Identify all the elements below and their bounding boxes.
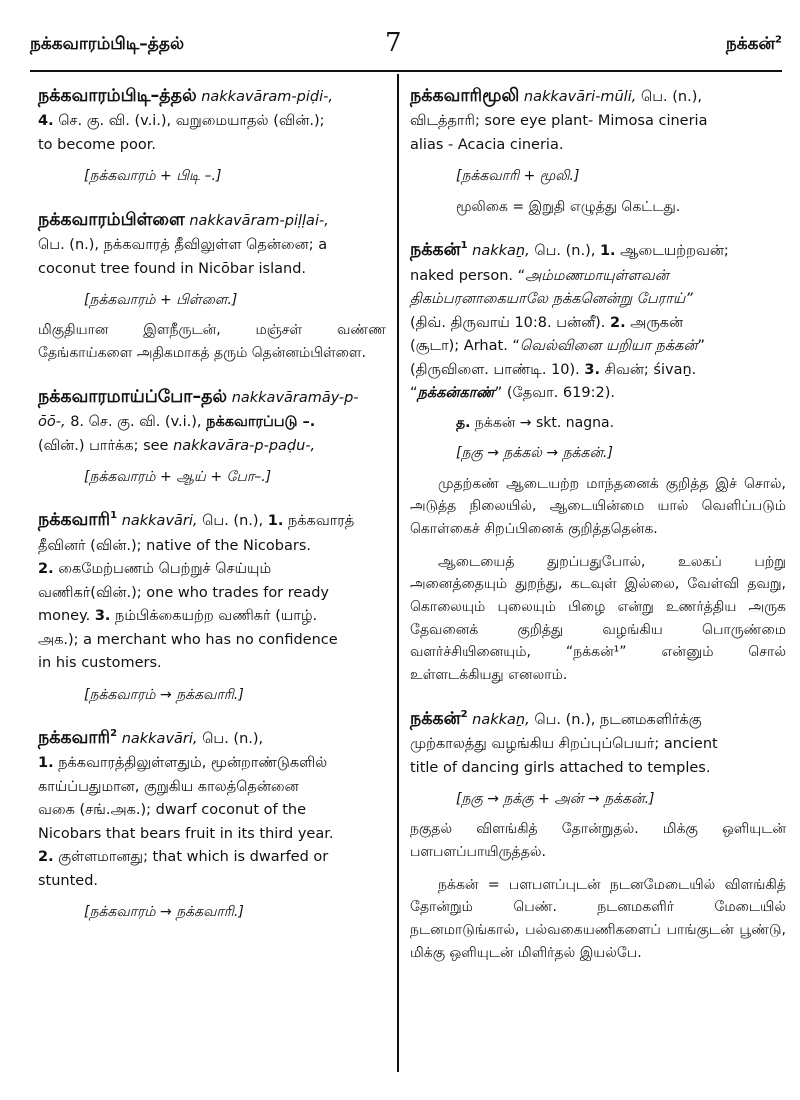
entry-nakkavari-muli <box>410 82 786 218</box>
entry-head-line <box>410 236 786 264</box>
citation: ” (தேவா. 619:2). <box>494 385 615 402</box>
transliteration: nakkaṉ, <box>472 711 530 728</box>
entry-head-line <box>38 506 386 534</box>
definition-text: நம்பிக்கையற்ற வணிகர் (யாழ். <box>110 608 318 625</box>
definition-text: அருகன் <box>625 314 684 331</box>
definition-text: 8. செ. கு. வி. (v.i.), <box>65 414 207 431</box>
part-of-speech: பெ. (n.), <box>529 243 600 260</box>
homonym-number: 2 <box>110 728 118 740</box>
definition-text: செ. கு. வி. (v.i.), வறுமையாதல் (வின்.); <box>53 113 325 130</box>
part-of-speech: பெ. (n.), <box>197 731 264 748</box>
cognate-line <box>456 412 786 435</box>
definition-line <box>38 752 386 775</box>
definition-text: பெ. (n.), நடனமகளிர்க்கு <box>529 711 702 728</box>
sense-number: 2. <box>38 849 54 866</box>
definition-line: வணிகர்(வின்.); one who trades for ready <box>38 584 329 601</box>
etymology: [நக்கவாரம் + ஆய் + போ–.] <box>84 469 272 486</box>
quotation-line: திகம்பரனாகையாலே நக்கனென்று பேராய்” <box>410 291 693 308</box>
headword-text: நக்கன் <box>410 240 461 261</box>
definition-text: (சூடா); Arhat. “ <box>410 338 520 355</box>
definition-text: நக்கவாரத் <box>283 513 355 530</box>
header-guide-word-left: நக்கவாரம்பிடி–த்தல் <box>30 34 185 54</box>
definition-text: naked person. “ <box>410 267 526 284</box>
etymology: [நக்கவாரம் + பிள்ளை.] <box>84 292 238 309</box>
explanatory-note: நகுதல் விளங்கித் தோன்றுதல். மிக்கு ஒளியுடன் பளபளப்பாயிருத்தல். <box>410 821 786 861</box>
homonym-number: 1 <box>110 510 118 522</box>
quotation: வெல்வினை யறியா நக்கன் <box>519 338 698 355</box>
definition-line <box>38 605 386 628</box>
column-divider <box>397 74 399 1072</box>
definition-line: title of dancing girls attached to temples. <box>410 759 711 776</box>
transliteration: nakkavāram-piḍi-, <box>201 89 333 105</box>
etymology: [நக்கவாரம் → நக்கவாரி.] <box>84 904 244 921</box>
paragraph-gap <box>410 864 786 874</box>
transliteration: nakkavāramāy-p- <box>231 389 359 406</box>
quotation: அம்மணமாயுள்ளவன் <box>525 267 669 284</box>
right-column <box>410 82 786 982</box>
header-right-word: நக்கன் <box>725 34 776 54</box>
transliteration-cont: ōō-, <box>38 414 66 431</box>
part-of-speech: பெ. (n.), <box>197 513 268 530</box>
headword <box>410 240 468 260</box>
definition-line: பெ. (n.), நக்கவாரத் தீவிலுள்ள தென்னை; a <box>38 237 328 254</box>
definition-line <box>410 382 786 405</box>
definition-text: (வின்.) பார்க்க; see <box>38 437 174 454</box>
left-column <box>38 82 386 942</box>
sense-number: 2. <box>610 314 626 331</box>
entry-head-line <box>38 82 386 110</box>
etymology: [நக்கவாரி + மூலி.] <box>456 168 580 185</box>
definition-line <box>410 265 786 288</box>
quote-mark: ” <box>697 338 705 355</box>
definition-line <box>38 435 386 458</box>
definition-text: குள்ளமானது; that which is dwarfed or <box>53 849 329 866</box>
definition-line <box>410 312 786 335</box>
citation: (திருவிளை. பாண்டி. 10). <box>410 361 585 378</box>
definition-line: in his customers. <box>38 655 162 672</box>
sense-number: 1. <box>599 243 616 260</box>
definition-line: காய்ப்பதுமான, குறுகிய காலத்தென்னை <box>38 778 299 795</box>
headword: நக்கவாரம்பிள்ளை <box>38 209 185 230</box>
transliteration: nakkaṉ, <box>472 243 530 260</box>
entry-head-line <box>38 206 386 234</box>
etymology: [நக்கவாரம் + பிடி –.] <box>84 168 222 185</box>
headword-text: நக்கவாரி <box>38 510 111 531</box>
definition-line <box>410 335 786 358</box>
entry-head-line <box>410 82 786 110</box>
quotation: நக்கன்காண் <box>417 385 495 402</box>
explanatory-note: மூலிகை = இறுதி எழுத்து கெட்டது. <box>456 198 681 215</box>
definition-line: alias - Acacia cineria. <box>410 136 564 153</box>
headword: நக்கவாரம்பிடி–த்தல் <box>38 86 197 106</box>
definition-text: money. <box>38 608 95 625</box>
headword: நக்கவாரமாய்ப்போ–தல் <box>38 386 228 407</box>
sense-number: 3. <box>584 361 601 378</box>
explanatory-note: முதற்கண் ஆடையற்ற மாந்தனைக் குறித்த இச் சொல், அடுத்த நிலையில், ஆடையின்மை யால் வெளிப்படும் கொள்கைச் சிறப்பினைக் குறித்ததென்க. <box>410 475 786 538</box>
definition-line: to become poor. <box>38 136 156 153</box>
headword-text: நக்கவாரி <box>38 728 111 749</box>
definition-line: coconut tree found in Nicōbar island. <box>38 260 307 277</box>
entry-head-line <box>410 705 786 733</box>
definition-line <box>38 558 386 581</box>
sense-number: 1. <box>267 513 284 530</box>
cross-reference: நக்கவாரப்படு –. <box>206 414 316 431</box>
sense-number: 3. <box>94 608 111 625</box>
cognate-text: நக்கன் → skt. nagna. <box>470 414 615 431</box>
explanatory-note: மிகுதியான இளநீருடன், மஞ்சள் வண்ண தேங்காய்களை அதிகமாகத் தரும் தென்னம்பிள்ளை. <box>38 322 386 362</box>
headword: நக்கவாரிமூலி <box>410 86 520 106</box>
header-guide-word-right <box>726 34 782 56</box>
headword-text: நக்கன் <box>410 708 461 729</box>
definition-text: நக்கவாரத்திலுள்ளதும், மூன்றாண்டுகளில் <box>53 755 328 772</box>
definition-line: Nicobars that bears fruit in its third year. <box>38 825 334 842</box>
explanatory-note: நக்கன் = பளபளப்புடன் நடனமேடையில் விளங்கித் தோன்றும் பெண். நடனமகளிர் மேடையில் நடனமாடுங்கால், பல்வகையணிகளைப் பாங்குடன் பூண்டு, மிக்கு ஒளியுடன் மிளிர்தல் இயல்பே. <box>410 876 786 961</box>
entry-nakkavaram-pidi <box>38 82 386 188</box>
homonym-number: 1 <box>460 240 468 252</box>
etymology: [நகு → நக்கு + அன் → நக்கன்.] <box>456 791 655 808</box>
headword <box>38 510 117 530</box>
entry-head-line <box>38 724 386 752</box>
definition-line: முற்காலத்து வழங்கிய சிறப்புப்பெயர்; ancient <box>410 736 718 753</box>
definition-line <box>38 411 386 434</box>
definition-text: கைமேற்பணம் பெற்றுச் செய்யும் <box>53 561 272 578</box>
running-header <box>30 28 782 62</box>
definition-line <box>38 110 386 133</box>
definition-line <box>410 359 786 382</box>
language-abbrev: த. <box>456 414 471 431</box>
page-number: 7 <box>385 28 402 58</box>
definition-text: சிவன்; śivaṉ. <box>600 361 697 378</box>
transliteration: nakkavāri-mūli, <box>523 89 637 105</box>
entry-head-line <box>38 383 386 411</box>
header-rule <box>30 70 782 72</box>
explanatory-note: ஆடையைத் துறப்பதுபோல், உலகப் பற்று அனைத்தையும் துறந்து, கடவுள் இல்லை, வேள்வி தவறு, கொலையும் புலையும் பிழை என்று உணர்த்திய அருக தேவனைக் குறித்து வழங்கிய பொருண்மை வளர்ச்சியினையும், “நக்கன்¹” என்னும் சொல் உள்ளடக்கியது எனலாம். <box>410 553 786 684</box>
sense-number: 2. <box>38 561 54 578</box>
etymology: [நக்கவாரம் → நக்கவாரி.] <box>84 686 244 703</box>
paragraph-gap <box>410 541 786 551</box>
entry-nakkan-2 <box>410 705 786 965</box>
definition-line: விடத்தாரி; sore eye plant- Mimosa cineria <box>410 113 708 130</box>
citation: (திவ். திருவாய் 10:8. பன்னீ). <box>410 314 611 331</box>
etymology: [நகு → நக்கல் → நக்கன்.] <box>456 445 613 462</box>
entry-nakkavaram-pillai <box>38 206 386 365</box>
homonym-number: 2 <box>460 708 468 720</box>
definition-text: ஆடையற்றவன்; <box>615 243 729 260</box>
sense-number: 1. <box>38 755 54 772</box>
quote-mark: “ <box>410 385 418 402</box>
headword <box>38 728 117 748</box>
entry-nakkavaramay-po <box>38 383 386 489</box>
definition-line <box>38 846 386 869</box>
definition-line: stunted. <box>38 872 99 889</box>
definition-line: தீவினர் (வின்.); native of the Nicobars. <box>38 537 311 554</box>
entry-nakkan-1 <box>410 236 786 686</box>
headword <box>410 709 468 729</box>
transliteration: nakkavāri, <box>121 731 198 748</box>
transliteration: nakkavāram-piḷḷai-, <box>189 212 329 229</box>
definition-line: வகை (சங்.அக.); dwarf coconut of the <box>38 802 306 819</box>
definition-line: அக.); a merchant who has no confidence <box>38 631 338 648</box>
cross-reference-translit: nakkavāra-p-paḍu-, <box>173 437 316 454</box>
entry-nakkavari-1 <box>38 506 386 706</box>
part-of-speech: பெ. (n.), <box>636 89 702 105</box>
header-right-superscript: 2 <box>775 34 782 46</box>
transliteration: nakkavāri, <box>121 513 198 530</box>
entry-nakkavari-2 <box>38 724 386 924</box>
sense-number: 4. <box>38 113 54 130</box>
